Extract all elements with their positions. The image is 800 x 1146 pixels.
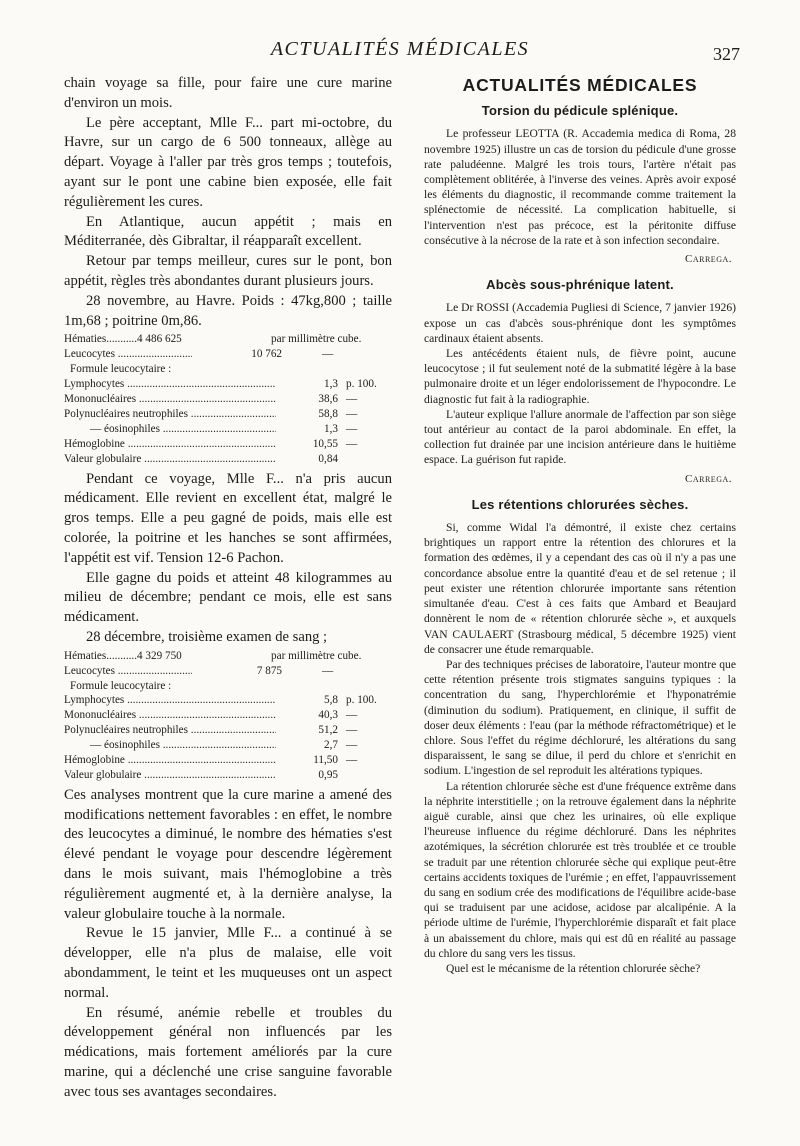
table-row: Lymphocytes ..... 1,3 p. 100. <box>64 377 392 392</box>
article-title: Abcès sous-phrénique latent. <box>486 277 674 293</box>
paragraph: 28 novembre, au Havre. Poids : 47kg,800 ; taille 1m,68 ; poitrine 0m,86. <box>64 292 392 329</box>
table-row: Valeur globulaire ..... 0,84 <box>64 452 392 467</box>
table-row: Polynucléaires neutrophiles ..... 51,2 — <box>64 723 392 738</box>
table-row: Leucocytes ..... 10 762 — <box>64 347 392 362</box>
table-row: Formule leucocytaire : <box>70 679 172 692</box>
table-row: Hémoglobine ..... 11,50 — <box>64 753 392 768</box>
paragraph: En Atlantique, aucun appétit ; mais en Méditerranée, dès Gibraltar, il réapparaît excellent. <box>64 213 392 250</box>
paragraph: Les antécédents étaient nuls, de fièvre point, aucune leucocytose ; il fut seulement noté de la submatité légère à la base pulmonaire droite et un léger endolorissement de l'hypocondre. Le diagnostic fut fait à la radiographie. <box>424 347 736 406</box>
paragraph: En résumé, anémie rebelle et troubles du développement général non influencés par les médications, mais fortement améliorés par la cure marine, qui a déclenché une crise sanguine favorable avec tous ses avantages secondaires. <box>64 1004 392 1100</box>
table-row: Mononucléaires ..... 38,6 — <box>64 392 392 407</box>
paragraph: Retour par temps meilleur, cures sur le pont, bon appétit, règles très abondantes durant plusieurs jours. <box>64 253 392 289</box>
paragraph: Elle gagne du poids et atteint 48 kilogrammes au milieu de décembre; pendant ce mois, elle est sans médicament. <box>64 569 392 626</box>
blood-count-table-2 <box>64 649 392 783</box>
page-number: 327 <box>713 44 740 64</box>
author-signature: Carrega. <box>685 253 732 266</box>
table-row: Polynucléaires neutrophiles ..... 58,8 — <box>64 407 392 422</box>
table-row: Hémoglobine ..... 10,55 — <box>64 437 392 452</box>
table-row: Formule leucocytaire : <box>70 363 172 376</box>
paragraph: Si, comme Widal l'a démontré, il existe chez certains brightiques un rapport entre la rétention des chlorures et la formation des œdèmes, il y a cependant des cas où il n'y a pas une concordance absolue entre la quantité d'eau et de sel retenue ; il peut exister une rétention chlorurée importante sans rétention simultanée d'eau. C'est à ces faits que Ambard et Beaujard donnèrent le nom de « rétention chlorurée sèche », et auxquels VAN CAULAERT (Strasbourg médical, 5 décembre 1925) vient de consacrer une étude remarquable. <box>424 521 736 656</box>
author-signature: Carrega. <box>685 472 732 485</box>
section-title: ACTUALITÉS MÉDICALES <box>462 75 698 95</box>
paragraph: Le père acceptant, Mlle F... part mi-octobre, du Havre, sur un cargo de 6 500 tonneaux, allège au départ. Voyage à l'aller par très gros temps ; toutefois, ayant sur le pont une cabine bien exposée, elle fait régulièrement les cures. <box>64 114 392 210</box>
page-header <box>60 38 740 68</box>
paragraph: L'auteur explique l'allure anormale de l'affection par son siège tout antérieur au contact de la paroi abdominale. En effet, la collection fut drainée par une incision antérieure dans le huitième espace. La guérison fut rapide. <box>424 407 736 467</box>
paragraph: Revue le 15 janvier, Mlle F... a continué à se développer, elle n'a plus de malaise, elle voit abondamment, le teint et les muqueuses ont un aspect normal. <box>64 925 392 1001</box>
table-row: Leucocytes ..... 7 875 — <box>64 664 392 679</box>
table-row: Lymphocytes ..... 5,8 p. 100. <box>64 693 392 708</box>
running-title: ACTUALITÉS MÉDICALES <box>270 38 530 60</box>
right-column <box>424 74 736 976</box>
article-title: Les rétentions chlorurées sèches. <box>471 496 689 512</box>
paragraph: Ces analyses montrent que la cure marine a amené des modifications nettement favorables : en effet, le nombre des leucocytes a diminué, le nombre des hématies s'est élevé pendant le voyage pour descendre légèrement dans le mois suivant, mais l'hémoglobine a très régulièrement augmenté et, à la dernière analyse, la valeur globulaire touche à la normale. <box>64 786 392 922</box>
left-column <box>64 74 392 1103</box>
paragraph: 28 décembre, troisième examen de sang ; <box>86 628 328 645</box>
paragraph: Le professeur LEOTTA (R. Accademia medica di Roma, 28 novembre 1925) illustre un cas de torsion du pédicule d'une grosse rate paludéenne. Malgré les trois tours, l'artère n'était pas complètement oblitérée, à l'inverse des veines. Après avoir exposé les éléments du diagnostic, il recommande comme traitement la splénectomie de nécessité. La complication habituelle, si l'intervention n'est pas précoce, est la péritonite diffuse consécutive à la nécrose de la rate et à son infection secondaire. <box>424 127 736 247</box>
blood-count-table-1 <box>64 332 392 466</box>
table-row: — éosinophiles ..... 2,7 — <box>64 738 392 753</box>
article-title: Torsion du pédicule splénique. <box>481 103 679 119</box>
paragraph: La rétention chlorurée sèche est d'une fréquence extrême dans la néphrite interstitielle ; on la retrouve également dans la néphrite aiguë curable, ainsi que chez les urinaires, où elle explique l'heureuse influence du régime déchloruré. Dans les néphrites azotémiques, la sécrétion chlorurée est très troublée et ce trouble se traduit par une rétention chlorurée sèche qui explique peut-être certains accidents toxiques de l'urémie ; en effet, l'appauvrissement du sang en sodium crée des modifications de l'équilibre acide-base qui se traduisent par une acidose, acidose par alcalipénie. A la période ultime de l'urémie, l'hyperchlorémie disparaît et fait place à un abaissement du chlore, mais qui est dû en réalité au passage du chlore du sang vers les tissus. <box>424 779 736 960</box>
table-row: — éosinophiles ..... 1,3 — <box>64 422 392 437</box>
paragraph: chain voyage sa fille, pour faire une cure marine d'environ un mois. <box>64 75 392 111</box>
paragraph: Pendant ce voyage, Mlle F... n'a pris aucun médicament. Elle revient en excellent état, malgré le gros temps. Elle a peu gagné de poids, mais elle est colorée, la poitrine et les hanches se sont affirmées, l'appétit est vif. Tension 12-6 Pachon. <box>64 470 392 566</box>
table-row: Mononucléaires ..... 40,3 — <box>64 708 392 723</box>
table-row: Hématies ........... 4 486 625 par millimètre cube. <box>64 333 362 346</box>
paragraph: Le Dr ROSSI (Accademia Pugliesi di Science, 7 janvier 1926) expose un cas d'abcès sous-phrénique dont les symptômes cardinaux étaient absents. <box>424 301 736 345</box>
table-row: Valeur globulaire ..... 0,95 <box>64 768 392 783</box>
paragraph: Par des techniques précises de laboratoire, l'auteur montre que cette rétention présente trois stigmates sanguins typiques : la concentration du sang, l'hyperchlorémie et l'hyponatrémie (diminution du sodium). Pratiquement, en clinique, il suffit de doser deux éléments : l'eau (par la méthode réfractométrique) et le chlore. Sous l'effet du régime déchloruré, les altérations du sang disparaissent, le sang se dilue, il perd du chlore et s'enrichit en sodium. L'ingestion de sel reproduit les altérations typiques. <box>424 657 736 778</box>
table-row: Hématies ........... 4 329 750 par millimètre cube. <box>64 649 362 662</box>
paragraph: Quel est le mécanisme de la rétention chlorurée sèche? <box>446 961 701 975</box>
